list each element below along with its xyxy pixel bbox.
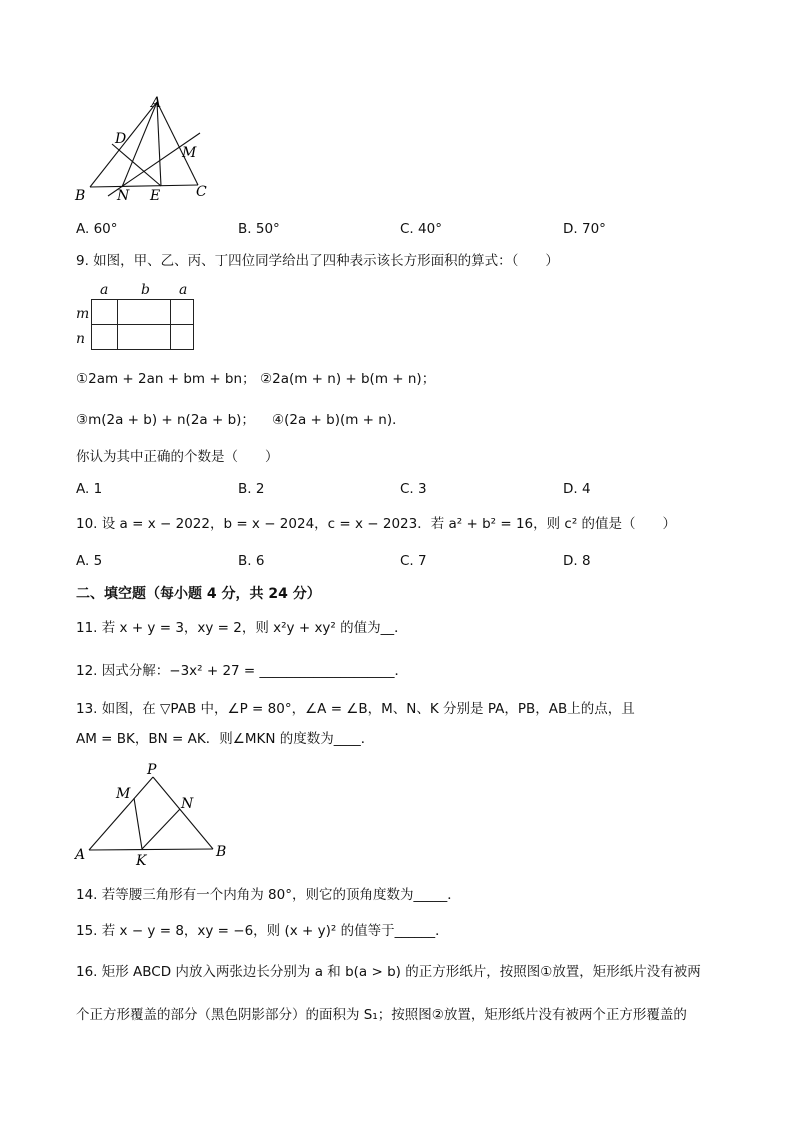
q9-grid-top-a1: a <box>100 282 109 298</box>
q9-option-d: D. 4 <box>563 481 591 497</box>
q10-option-a: A. 5 <box>76 553 103 569</box>
label-p: P <box>147 762 157 778</box>
triangle-pab-figure <box>70 760 240 870</box>
q9-grid-top-b: b <box>141 282 150 298</box>
label-m: M <box>182 145 197 161</box>
label-a2: A <box>75 847 86 863</box>
q9-expr-4: ④(2a + b)(m + n)． <box>272 412 406 428</box>
label-d: D <box>115 131 127 147</box>
q13-line1: 13. 如图，在 ▽PAB 中，∠P = 80°，∠A = ∠B，M、N、K 分别是 PA，PB，AB上的点，且 <box>76 701 635 717</box>
q8-option-b: B. 50° <box>238 221 280 237</box>
q9-rectangle-grid <box>91 299 194 350</box>
label-m2: M <box>116 786 131 802</box>
q13-line2: AM = BK，BN = AK．则∠MKN 的度数为____． <box>76 731 375 747</box>
q12-text: 12. 因式分解：−3x² + 27 = ____________________． <box>76 663 409 679</box>
q8-option-c: C. 40° <box>400 221 442 237</box>
label-b: B <box>75 188 86 204</box>
label-c: C <box>196 184 207 200</box>
q10-stem: 10. 设 a = x − 2022，b = x − 2024，c = x − 2023．若 a² + b² = 16，则 c² 的值是（ ） <box>76 516 677 532</box>
label-a: A <box>151 95 162 111</box>
label-b2: B <box>216 844 227 860</box>
q9-option-a: A. 1 <box>76 481 103 497</box>
q9-expr-2: ②2a(m + n) + b(m + n)； <box>260 371 436 387</box>
q9-stem: 9. 如图，甲、乙、丙、丁四位同学给出了四种表示该长方形面积的算式：（ ） <box>76 253 559 269</box>
triangle-abc-figure <box>70 92 220 207</box>
label-n2: N <box>181 796 194 812</box>
section-heading: 二、填空题（每小题 4 分，共 24 分） <box>76 586 321 602</box>
q9-option-b: B. 2 <box>238 481 265 497</box>
q9-option-c: C. 3 <box>400 481 427 497</box>
label-n: N <box>117 188 130 204</box>
q9-grid-side-m: m <box>76 306 90 322</box>
q9-grid-side-n: n <box>76 331 86 347</box>
q9-question: 你认为其中正确的个数是（ ） <box>76 449 279 465</box>
q8-option-d: D. 70° <box>563 221 606 237</box>
q16-line2: 个正方形覆盖的部分（黑色阴影部分）的面积为 S₁；按照图②放置，矩形纸片没有被两个正方形覆盖的 <box>76 1007 687 1023</box>
q9-expr-1: ①2am + 2an + bm + bn； <box>76 371 256 387</box>
label-e: E <box>150 188 161 204</box>
q8-option-a: A. 60° <box>76 221 118 237</box>
q10-option-d: D. 8 <box>563 553 591 569</box>
q9-grid-top-a2: a <box>179 282 188 298</box>
q15-text: 15. 若 x − y = 8，xy = −6，则 (x + y)² 的值等于______． <box>76 923 449 939</box>
q10-option-c: C. 7 <box>400 553 427 569</box>
q14-text: 14. 若等腰三角形有一个内角为 80°，则它的顶角度数为_____． <box>76 887 461 903</box>
q9-expr-3: ③m(2a + b) + n(2a + b)； <box>76 412 255 428</box>
q11-text: 11. 若 x + y = 3，xy = 2，则 x²y + xy² 的值为__． <box>76 620 408 636</box>
q16-line1: 16. 矩形 ABCD 内放入两张边长分别为 a 和 b(a > b) 的正方形纸片，按照图①放置，矩形纸片没有被两 <box>76 964 701 980</box>
q10-option-b: B. 6 <box>238 553 265 569</box>
label-k: K <box>136 853 147 869</box>
